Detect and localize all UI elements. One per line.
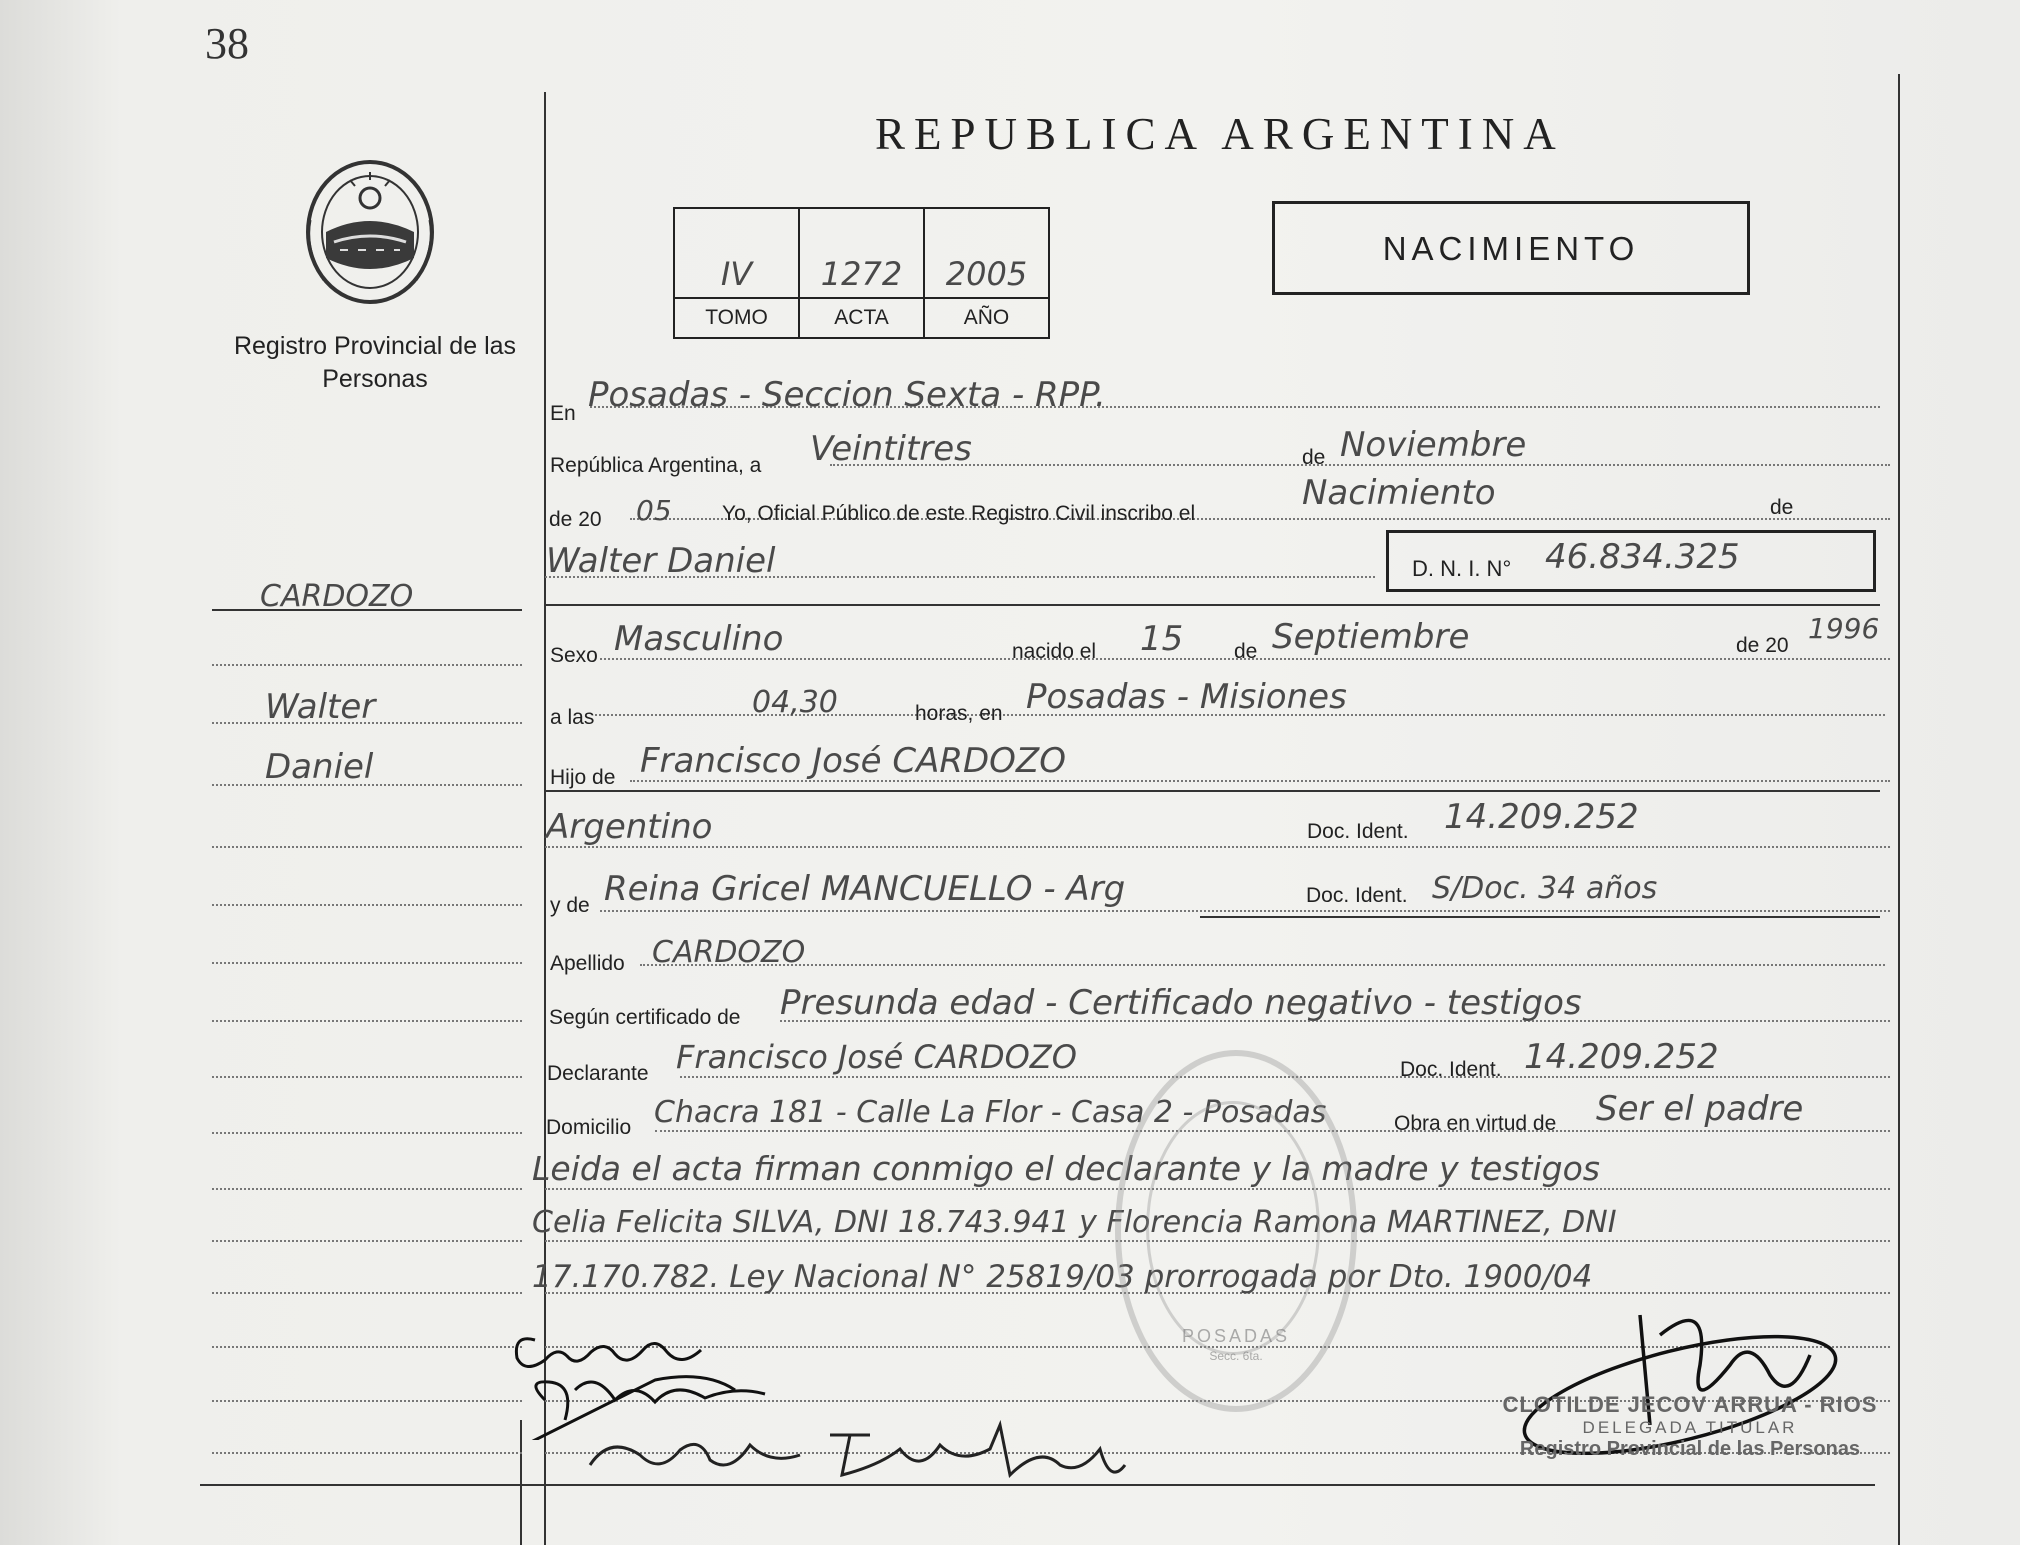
registry-name: Registro Provincial de las Personas <box>233 332 517 393</box>
field-domicilio: Chacra 181 - Calle La Flor - Casa 2 - Posadas <box>654 1095 1327 1130</box>
label-hijo-de: Hijo de <box>550 766 616 789</box>
field-doc-declarante: 14.209.252 <box>1524 1037 1719 1077</box>
label-de-2: de <box>1770 496 1794 519</box>
stamp-sub: Secc. 6ta. <box>1209 1349 1263 1363</box>
record-reference-table <box>673 207 1050 339</box>
province-seal-icon <box>300 150 440 310</box>
margin-line <box>212 846 522 848</box>
label-doc-ident: Doc. Ident. <box>1307 820 1409 843</box>
field-tipo: Nacimiento <box>1302 473 1496 513</box>
field-dia: Veintitres <box>810 429 972 469</box>
label-yo-oficial: Yo, Oficial Público de este Registro Civil inscribo el <box>722 502 1196 525</box>
margin-line <box>212 1188 522 1190</box>
anio-label: AÑO <box>924 298 1049 338</box>
field-doc-madre: S/Doc. 34 años <box>1432 871 1658 906</box>
section-rule <box>1200 916 1880 918</box>
field-madre: Reina Gricel MANCUELLO - Arg <box>604 869 1126 909</box>
field-lugar-nacimiento: Posadas - Misiones <box>1026 677 1347 717</box>
label-de: de <box>1302 446 1326 469</box>
form-line <box>600 910 1890 912</box>
tomo-cell <box>674 208 799 298</box>
official-office: Registro Provincial de las Personas <box>1519 1438 1861 1460</box>
label-sexo: Sexo <box>550 644 598 667</box>
section-rule <box>545 790 1880 792</box>
margin-line <box>212 1020 522 1022</box>
margin-surname: CARDOZO <box>260 579 414 614</box>
anio-value: 2005 <box>945 255 1028 293</box>
field-mes: Noviembre <box>1340 425 1527 465</box>
tomo-label: TOMO <box>674 298 799 338</box>
field-hora: 04,30 <box>752 685 838 720</box>
field-anio-nacimiento: 1996 <box>1808 612 1880 645</box>
form-line <box>545 846 1890 848</box>
field-nacionalidad-padre: Argentino <box>546 807 713 847</box>
label-declarante: Declarante <box>547 1062 649 1085</box>
document-title: REPUBLICA ARGENTINA <box>875 109 1565 159</box>
witness-signatures <box>580 1405 1140 1500</box>
field-obra: Ser el padre <box>1596 1089 1804 1129</box>
record-type-box: NACIMIENTO <box>1272 201 1750 295</box>
margin-line <box>212 1240 522 1242</box>
registry-stamp <box>1115 1050 1357 1412</box>
margin-line <box>212 904 522 906</box>
label-de-3: de <box>1234 640 1258 663</box>
margin-line <box>212 1132 522 1134</box>
observation-line-3: 17.170.782. Ley Nacional N° 25819/03 prorrogada por Dto. 1900/04 <box>532 1259 1593 1295</box>
field-anio-inscripcion: 05 <box>636 494 672 527</box>
margin-line <box>212 962 522 964</box>
margin-given-name-1: Walter <box>265 687 376 727</box>
field-doc-padre: 14.209.252 <box>1444 797 1639 837</box>
field-certificado: Presunda edad - Certificado negativo - testigos <box>780 983 1582 1023</box>
label-nacido-el: nacido el <box>1012 640 1097 663</box>
label-a-las: a las <box>550 706 595 729</box>
stamp-inner-ring <box>1146 1101 1320 1355</box>
margin-line <box>212 1400 522 1402</box>
right-border <box>1898 74 1900 1545</box>
field-dia-nacimiento: 15 <box>1140 619 1184 659</box>
official-stamp <box>1490 1392 1890 1461</box>
label-apellido: Apellido <box>550 952 625 975</box>
form-line <box>640 964 1885 966</box>
official-title: DELEGADA TITULAR <box>1582 1418 1798 1437</box>
section-rule <box>545 604 1880 606</box>
acta-label: ACTA <box>799 298 924 338</box>
label-obra: Obra en virtud de <box>1394 1112 1557 1135</box>
label-de-20: de 20 <box>549 508 602 531</box>
label-de-20-2: de 20 <box>1736 634 1789 657</box>
margin-line <box>212 1292 522 1294</box>
field-dni: 46.834.325 <box>1545 537 1740 577</box>
margin-line <box>212 1076 522 1078</box>
label-doc-ident-2: Doc. Ident. <box>1306 884 1408 907</box>
label-domicilio: Domicilio <box>546 1116 632 1139</box>
margin-line <box>212 1452 522 1454</box>
label-republica: República Argentina, a <box>550 454 762 477</box>
tomo-value: IV <box>720 255 753 293</box>
observation-line-1: Leida el acta firman conmigo el declarante y la madre y testigos <box>532 1149 1600 1188</box>
label-doc-ident-3: Doc. Ident. <box>1400 1058 1502 1081</box>
field-sexo: Masculino <box>614 619 784 659</box>
anio-cell <box>924 208 1049 298</box>
field-nombre: Walter Daniel <box>546 541 776 581</box>
official-name: CLOTILDE JECOV ARRUA - RIOS <box>1502 1392 1878 1417</box>
field-lugar: Posadas - Seccion Sexta - RPP. <box>588 375 1106 415</box>
margin-line <box>212 664 522 666</box>
observation-line-2: Celia Felicita SILVA, DNI 18.743.941 y Florencia Ramona MARTINEZ, DNI <box>532 1205 1617 1240</box>
label-y-de: y de <box>550 894 590 917</box>
label-horas-en: horas, en <box>915 702 1003 725</box>
field-apellido: CARDOZO <box>652 935 806 970</box>
field-declarante: Francisco José CARDOZO <box>676 1038 1077 1076</box>
label-dni: D. N. I. N° <box>1412 556 1512 581</box>
acta-value: 1272 <box>820 255 903 293</box>
field-padre: Francisco José CARDOZO <box>640 741 1066 781</box>
acta-cell <box>799 208 924 298</box>
stamp-city: POSADAS <box>1181 1326 1291 1346</box>
label-en: En <box>550 402 576 425</box>
page-number: 38 <box>205 19 249 68</box>
margin-given-name-2: Daniel <box>265 747 374 787</box>
margin-line <box>212 1346 522 1348</box>
label-segun: Según certificado de <box>549 1006 741 1029</box>
field-mes-nacimiento: Septiembre <box>1272 617 1470 657</box>
